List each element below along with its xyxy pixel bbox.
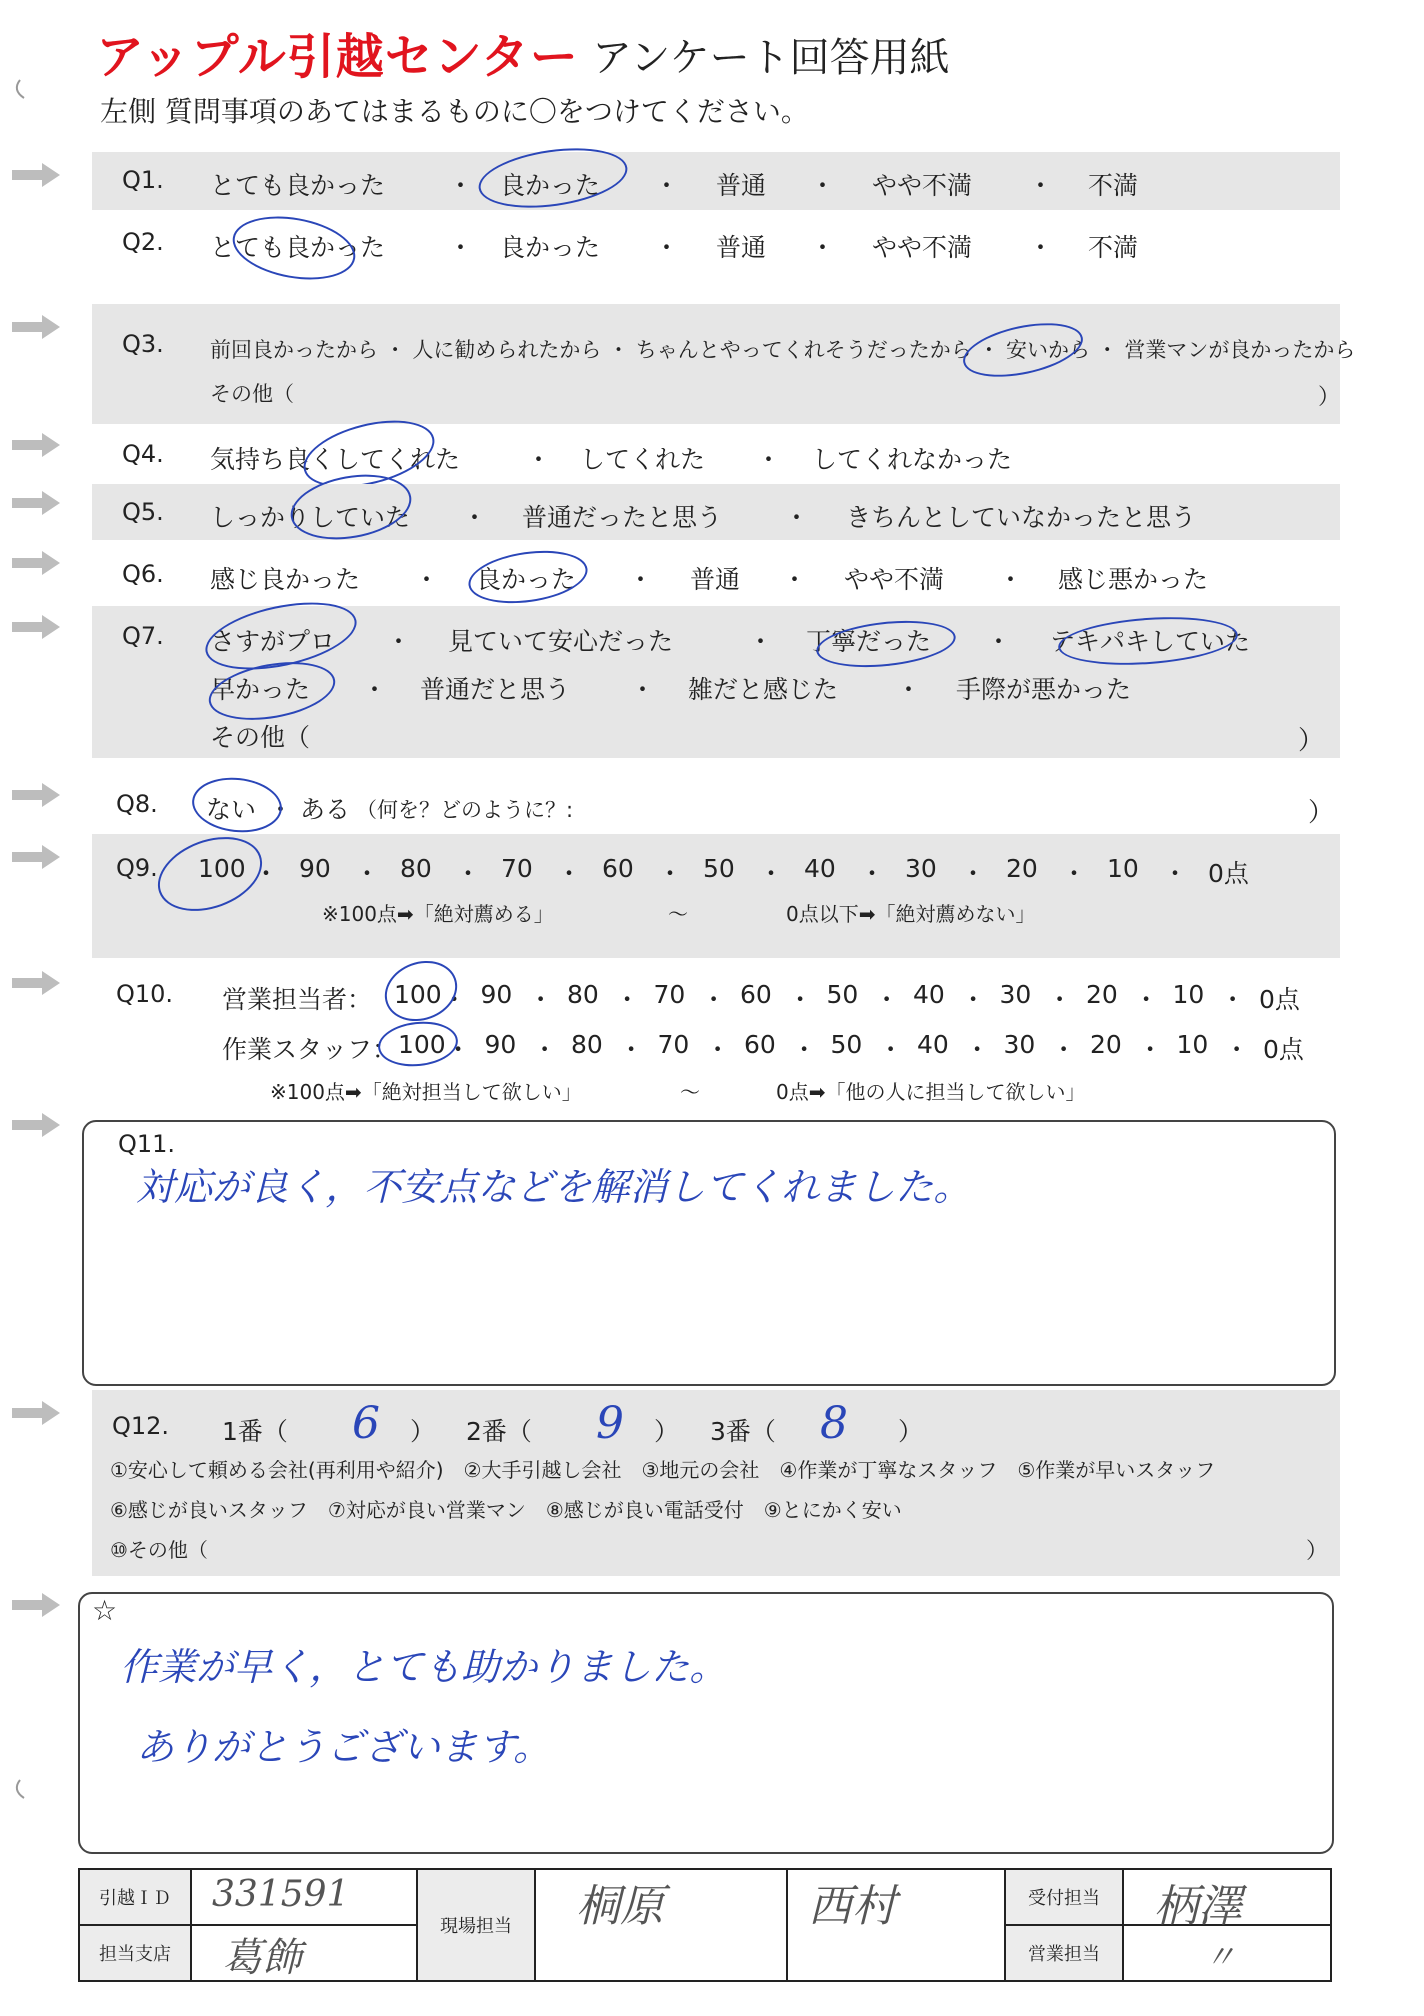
q10-staff-option[interactable]: 70 (657, 1030, 690, 1059)
q10-staff-option[interactable]: 20 (1090, 1030, 1122, 1059)
q10-sales-option[interactable]: 90 (480, 980, 513, 1009)
separator: ・ (455, 859, 481, 888)
separator: ・ (386, 627, 412, 656)
q9-option[interactable]: 100 (198, 854, 246, 883)
q8-option-none[interactable]: ない (206, 795, 257, 824)
q2-option[interactable]: 不満 (1088, 233, 1139, 262)
q9-number: Q9. (116, 854, 158, 882)
separator: ・ (462, 503, 488, 532)
separator: ・ (1220, 985, 1246, 1014)
q9-option[interactable]: 40 (804, 854, 836, 883)
brand-name: アップル引越センター (96, 29, 579, 85)
separator: ・ (998, 565, 1024, 594)
q10-sales-option[interactable]: 40 (913, 980, 945, 1009)
q7-option[interactable]: さすがプロ (210, 627, 336, 656)
separator: ・ (253, 859, 279, 888)
q12-number: Q12. (112, 1412, 170, 1440)
q10-staff-option[interactable]: 100 (398, 1030, 446, 1059)
q10-sales-option[interactable]: 60 (740, 980, 772, 1009)
q5-option[interactable]: 普通だったと思う (522, 503, 723, 532)
q1-number: Q1. (122, 166, 164, 194)
q11-number: Q11. (118, 1130, 176, 1158)
margin-arrows (0, 0, 70, 2016)
q7-option[interactable]: 見ていて安心だった (448, 627, 674, 656)
q9-option[interactable]: 90 (299, 854, 331, 883)
q10-staff-option[interactable]: 90 (484, 1030, 517, 1059)
separator: ・ (784, 503, 810, 532)
q9-option[interactable]: 60 (602, 854, 634, 883)
separator: ・ (441, 985, 467, 1014)
separator: ・ (618, 1035, 644, 1064)
q3-options[interactable]: 前回良かったから ・ 人に勧められたから ・ ちゃんとやってくれそうだったから ・ 安いから ・ 営業マンが良かったから (210, 338, 1356, 362)
q2-answer-circle (228, 208, 361, 289)
separator: ・ (1137, 1035, 1163, 1064)
separator: ・ (787, 985, 813, 1014)
separator: ・ (630, 675, 656, 704)
separator: ・ (791, 1035, 817, 1064)
q6-option[interactable]: 感じ良かった (210, 565, 361, 594)
branch-value[interactable]: 葛飾 (222, 1935, 302, 1981)
separator: ・ (782, 565, 808, 594)
separator: ・ (448, 171, 474, 200)
separator: ・ (628, 565, 654, 594)
separator: ・ (448, 233, 474, 262)
q1-option[interactable]: 良かった (500, 171, 601, 200)
q12-choices-line2: ⑥感じが良いスタッフ ⑦対応が良い営業マン ⑧感じが良い電話受付 ⑨とにかく安い (110, 1498, 902, 1522)
separator: ・ (810, 171, 836, 200)
q10-sales-option[interactable]: 100 (394, 980, 442, 1009)
q12-rank1-value[interactable]: 6 (352, 1398, 380, 1449)
q9-option[interactable]: 70 (501, 854, 533, 883)
q10-staff-option[interactable]: 0点 (1263, 1035, 1304, 1064)
q9-option[interactable]: 0点 (1208, 859, 1249, 888)
q1-option[interactable]: 普通 (716, 171, 767, 200)
comment-line2[interactable]: ありがとうございます。 (136, 1725, 551, 1769)
q5-number: Q5. (122, 498, 164, 526)
site-person2[interactable]: 西村 (808, 1881, 896, 1932)
q10-staff-option[interactable]: 50 (830, 1030, 863, 1059)
q7-option[interactable]: 手際が悪かった (956, 675, 1132, 704)
q9-band (92, 834, 1340, 958)
separator: ・ (268, 795, 294, 824)
q6-number: Q6. (122, 560, 164, 588)
move-id-value[interactable]: 331591 (212, 1874, 350, 1915)
q5-option[interactable]: しっかりしていた (210, 503, 411, 532)
q9-option[interactable]: 80 (400, 854, 432, 883)
q10-sales-option[interactable]: 30 (999, 980, 1032, 1009)
q1-option[interactable]: やや不満 (872, 171, 973, 200)
q9-option[interactable]: 50 (703, 854, 735, 883)
q2-option[interactable]: 普通 (716, 233, 767, 262)
q6-option[interactable]: 良かった (476, 565, 577, 594)
q12-rank3-close: ） (898, 1417, 924, 1446)
site-person1-cell (535, 1869, 787, 1981)
q2-option[interactable]: 良かった (500, 233, 601, 262)
star-icon: ☆ (92, 1594, 118, 1627)
reception-value[interactable]: 柄澤 (1154, 1881, 1242, 1932)
q8-answer-circle (189, 773, 284, 836)
instruction-text: 左側 質問事項のあてはまるものに〇をつけてください。 (100, 95, 809, 128)
separator: ・ (1061, 859, 1087, 888)
q7-option[interactable]: 早かった (210, 675, 311, 704)
q10-sales-label: 営業担当者： (222, 985, 373, 1014)
separator: ・ (859, 859, 885, 888)
separator: ・ (748, 627, 774, 656)
q8-close-paren: ） (1308, 798, 1335, 828)
separator: ・ (528, 985, 554, 1014)
separator: ・ (556, 859, 582, 888)
q8-option-some[interactable]: ある (300, 795, 351, 824)
q10-sales-option[interactable]: 70 (653, 980, 686, 1009)
q10-number: Q10. (116, 980, 174, 1008)
separator: ・ (654, 233, 680, 262)
q12-rank3-value[interactable]: 8 (820, 1398, 848, 1449)
q7-option[interactable]: 丁寧だった (806, 627, 932, 656)
q12-rank2-label: 2番（ (466, 1417, 532, 1446)
q6-option[interactable]: やや不満 (844, 565, 945, 594)
q10-sales-option[interactable]: 0点 (1259, 985, 1300, 1014)
q9-option[interactable]: 20 (1006, 854, 1038, 883)
q12-rank1-close: ） (410, 1417, 436, 1446)
separator: ・ (362, 675, 388, 704)
separator: ・ (810, 233, 836, 262)
separator: ・ (960, 985, 986, 1014)
footer-table (78, 1868, 1332, 1982)
q10-sales-option[interactable]: 80 (567, 980, 599, 1009)
q2-option[interactable]: とても良かった (210, 233, 386, 262)
separator: ・ (414, 565, 440, 594)
q10-note-right: 0点➡「他の人に担当して欲しい」 (776, 1080, 1086, 1104)
q10-staff-option[interactable]: 60 (744, 1030, 776, 1059)
separator: ・ (1028, 171, 1054, 200)
q12-rank3-label: 3番（ (710, 1417, 776, 1446)
q7-number: Q7. (122, 622, 164, 650)
q10-staff-option[interactable]: 40 (917, 1030, 949, 1059)
q12-choices-line1: ①安心して頼める会社(再利用や紹介) ②大手引越し会社 ③地元の会社 ④作業が丁寧なスタッフ ⑤作業が早いスタッフ (110, 1458, 1216, 1482)
q7-close-paren: ） (1298, 726, 1325, 756)
separator: ・ (1162, 859, 1188, 888)
q10-sales-circle (376, 951, 465, 1031)
q7-option[interactable]: テキパキしていた (1050, 627, 1251, 656)
separator: ・ (614, 985, 640, 1014)
q10-sales-option[interactable]: 10 (1172, 980, 1205, 1009)
separator: ・ (705, 1035, 731, 1064)
q8-number: Q8. (116, 790, 158, 818)
q4-number: Q4. (122, 440, 164, 468)
q7-option[interactable]: 雑だと感じた (688, 675, 839, 704)
q4-option[interactable]: 気持ち良くしてくれた (210, 445, 461, 474)
q4-option[interactable]: してくれた (580, 445, 706, 474)
separator: ・ (1224, 1035, 1250, 1064)
separator: ・ (532, 1035, 558, 1064)
q1-option[interactable]: 不満 (1088, 171, 1139, 200)
q7-other[interactable]: その他（ (210, 723, 311, 752)
q3-other[interactable]: その他（ (210, 382, 294, 406)
q3-close-paren: ） (1318, 385, 1341, 410)
q5-option[interactable]: きちんとしていなかったと思う (846, 503, 1197, 532)
q8-hint: （何を？どのように？: (356, 798, 574, 822)
q10-staff-option[interactable]: 80 (571, 1030, 603, 1059)
separator: ・ (896, 675, 922, 704)
separator: ・ (1028, 233, 1054, 262)
separator: ・ (986, 627, 1012, 656)
separator: ・ (878, 1035, 904, 1064)
reception-cell (1123, 1869, 1331, 1932)
separator: ・ (874, 985, 900, 1014)
branch-label: 担当支店 (79, 1925, 191, 1981)
q12-choices-line3: ⑩その他（ (110, 1538, 208, 1562)
q1-option[interactable]: とても良かった (210, 171, 386, 200)
separator: ・ (1133, 985, 1159, 1014)
move-id-cell (191, 1869, 417, 1925)
q11-answer[interactable]: 対応が良く，不安点などを解消してくれました。 (136, 1165, 972, 1209)
separator: ・ (354, 859, 380, 888)
separator: ・ (756, 445, 782, 474)
q10-sales-option[interactable]: 50 (826, 980, 859, 1009)
q6-option[interactable]: 普通 (690, 565, 741, 594)
q12-rank2-value[interactable]: 9 (596, 1398, 624, 1449)
q6-answer-circle (465, 544, 591, 610)
q10-note-mid: ～ (680, 1080, 700, 1104)
form-title: アンケート回答用紙 (592, 35, 950, 81)
q12-rank1-label: 1番（ (222, 1417, 288, 1446)
sales-cell (1123, 1925, 1331, 1981)
q7-option[interactable]: 普通だと思う (420, 675, 571, 704)
separator: ・ (964, 1035, 990, 1064)
separator: ・ (1047, 985, 1073, 1014)
q2-number: Q2. (122, 228, 164, 256)
separator: ・ (701, 985, 727, 1014)
q10-sales-option[interactable]: 20 (1086, 980, 1118, 1009)
q9-note-left: ※100点➡「絶対薦める」 (322, 902, 554, 926)
site-person2-cell (787, 1869, 1005, 1981)
separator: ・ (445, 1035, 471, 1064)
comment-line1[interactable]: 作業が早く，とても助かりました。 (120, 1645, 728, 1689)
separator: ・ (657, 859, 683, 888)
separator: ・ (758, 859, 784, 888)
q9-option[interactable]: 30 (905, 854, 937, 883)
separator: ・ (654, 171, 680, 200)
q6-option[interactable]: 感じ悪かった (1058, 565, 1209, 594)
separator: ・ (960, 859, 986, 888)
q9-note-right: 0点以下➡「絶対薦めない」 (786, 902, 1036, 926)
sales-label: 営業担当 (1005, 1925, 1123, 1981)
move-id-label: 引越ＩＤ (79, 1869, 191, 1925)
reception-label: 受付担当 (1005, 1869, 1123, 1925)
q9-note-mid: ～ (668, 902, 688, 926)
q9-option[interactable]: 10 (1107, 854, 1139, 883)
separator: ・ (526, 445, 552, 474)
q10-staff-option[interactable]: 10 (1176, 1030, 1209, 1059)
q12-close-paren: ） (1306, 1539, 1329, 1564)
q2-option[interactable]: やや不満 (872, 233, 973, 262)
site-person1[interactable]: 桐原 (576, 1881, 664, 1932)
sales-value[interactable]: 〃 (1204, 1938, 1237, 1976)
q10-staff-option[interactable]: 30 (1003, 1030, 1036, 1059)
q12-rank2-close: ） (654, 1417, 680, 1446)
separator: ・ (1051, 1035, 1077, 1064)
q4-option[interactable]: してくれなかった (812, 445, 1013, 474)
q3-number: Q3. (122, 330, 164, 358)
q10-note-left: ※100点➡「絶対担当して欲しい」 (270, 1080, 582, 1104)
branch-cell (191, 1925, 417, 1981)
q10-staff-label: 作業スタッフ： (222, 1035, 398, 1064)
site-label: 現場担当 (417, 1869, 535, 1981)
